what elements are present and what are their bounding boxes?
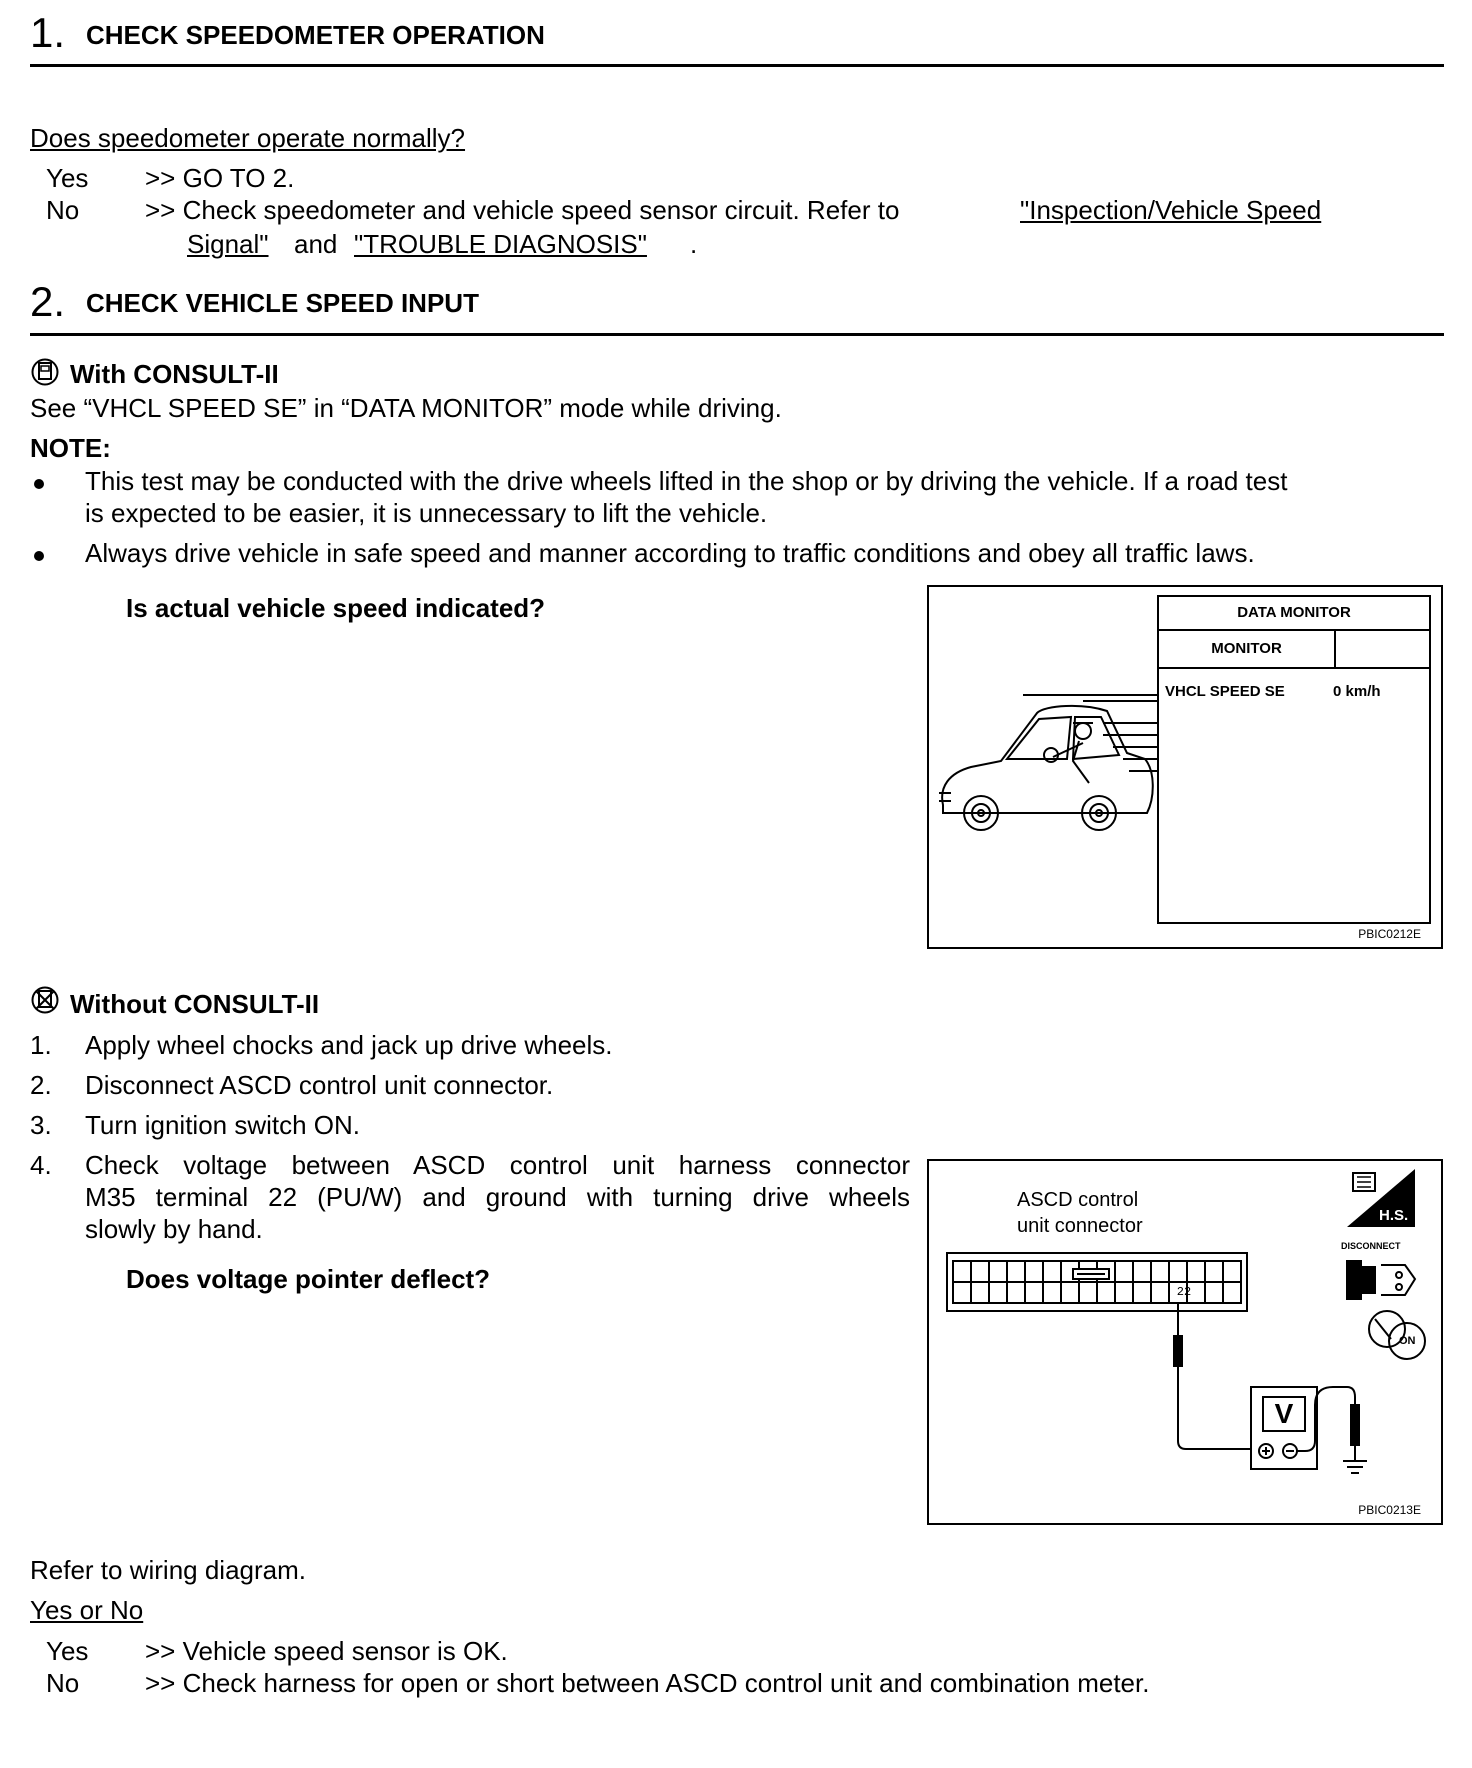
- with-consult-title: With CONSULT-II: [70, 359, 279, 389]
- data-monitor-screen: [1157, 595, 1431, 924]
- connector-label-line2: unit connector: [1017, 1215, 1143, 1237]
- step-3-text: Turn ignition switch ON.: [85, 1110, 361, 1140]
- and-text: and: [294, 229, 338, 259]
- monitor-column-header: MONITOR: [1159, 631, 1336, 669]
- figure-connector-voltage: [927, 1159, 1443, 1525]
- step-4-line2: M35 terminal 22 (PU/W) and ground with turning drive wheels: [85, 1182, 910, 1212]
- monitor-item-vhcl-speed: VHCL SPEED SE: [1165, 683, 1285, 700]
- step2-rule: [30, 333, 1444, 336]
- figure1-id: PBIC0212E: [1358, 927, 1421, 941]
- consult-icon: [30, 357, 60, 387]
- step1-rule: [30, 64, 1444, 67]
- without-consult-title: Without CONSULT-II: [70, 989, 320, 1019]
- monitor-value-speed: 0 km/h: [1333, 683, 1381, 700]
- bullet-2: Always drive vehicle in safe speed and manner according to traffic conditions and obey all traffic laws.: [85, 538, 1255, 568]
- connector-label-line1: ASCD control: [1017, 1189, 1139, 1211]
- step1-question: Does speedometer operate normally?: [30, 123, 466, 153]
- step1-yes-text: >> GO TO 2.: [145, 163, 295, 193]
- step2-yes-label: Yes: [46, 1636, 89, 1666]
- step-1-text: Apply wheel chocks and jack up drive wheels.: [85, 1030, 613, 1060]
- step-1-num: 1.: [30, 1030, 52, 1060]
- value-column-header: [1336, 631, 1429, 669]
- step1-yes-label: Yes: [46, 163, 89, 193]
- step1-title: CHECK SPEEDOMETER OPERATION: [86, 20, 545, 50]
- bullet-1-line1: This test may be conducted with the drive wheels lifted in the shop or by driving the vehicle. If a road test: [85, 466, 1288, 496]
- bullet-2-dot: [34, 551, 44, 561]
- disconnect-label: DISCONNECT: [1341, 1241, 1401, 1251]
- bullet-1-dot: [34, 479, 44, 489]
- link-inspection-vehicle-speed[interactable]: "Inspection/Vehicle Speed: [1020, 195, 1322, 225]
- terminal-22-label: 22: [1176, 1285, 1192, 1299]
- no-consult-icon: [30, 985, 60, 1015]
- step-4-line1: Check voltage between ASCD control unit harness connector: [85, 1150, 910, 1180]
- step1-no-text: >> Check speedometer and vehicle speed sensor circuit. Refer to: [145, 195, 900, 225]
- step-3-num: 3.: [30, 1110, 52, 1140]
- data-monitor-header: DATA MONITOR: [1159, 597, 1429, 631]
- refer-wiring-diagram: Refer to wiring diagram.: [30, 1555, 306, 1585]
- ignition-on-label: ON: [1399, 1335, 1416, 1347]
- yes-or-no: Yes or No: [30, 1595, 144, 1625]
- connector-diagram: [929, 1161, 1441, 1523]
- step-4-line3: slowly by hand.: [85, 1214, 263, 1244]
- step2-no-text: >> Check harness for open or short between ASCD control unit and combination meter.: [145, 1668, 1150, 1698]
- step-4-num: 4.: [30, 1150, 52, 1180]
- step2-title: CHECK VEHICLE SPEED INPUT: [86, 288, 479, 318]
- with-consult-text: See “VHCL SPEED SE” in “DATA MONITOR” mode while driving.: [30, 393, 782, 423]
- bullet-1-line2: is expected to be easier, it is unnecessary to lift the vehicle.: [85, 498, 768, 528]
- step1-no-label: No: [46, 195, 80, 225]
- period: .: [690, 229, 698, 259]
- step-2-text: Disconnect ASCD control unit connector.: [85, 1070, 554, 1100]
- voltmeter-v-label: V: [1274, 1398, 1294, 1429]
- question-voltage-deflect: Does voltage pointer deflect?: [126, 1264, 491, 1294]
- figure-data-monitor: [927, 585, 1443, 949]
- note-label: NOTE:: [30, 433, 111, 463]
- link-inspection-vehicle-speed-cont[interactable]: Signal": [187, 229, 269, 259]
- car-driver-illustration: [933, 687, 1159, 837]
- question-speed-indicated: Is actual vehicle speed indicated?: [126, 593, 546, 623]
- step2-no-label: No: [46, 1668, 80, 1698]
- step1-number: 1.: [30, 9, 66, 56]
- figure2-id: PBIC0213E: [1358, 1503, 1421, 1517]
- hs-badge: H.S.: [1379, 1207, 1409, 1224]
- link-trouble-diagnosis[interactable]: "TROUBLE DIAGNOSIS": [354, 229, 647, 259]
- step2-number: 2.: [30, 278, 66, 325]
- step2-yes-text: >> Vehicle speed sensor is OK.: [145, 1636, 508, 1666]
- step-2-num: 2.: [30, 1070, 52, 1100]
